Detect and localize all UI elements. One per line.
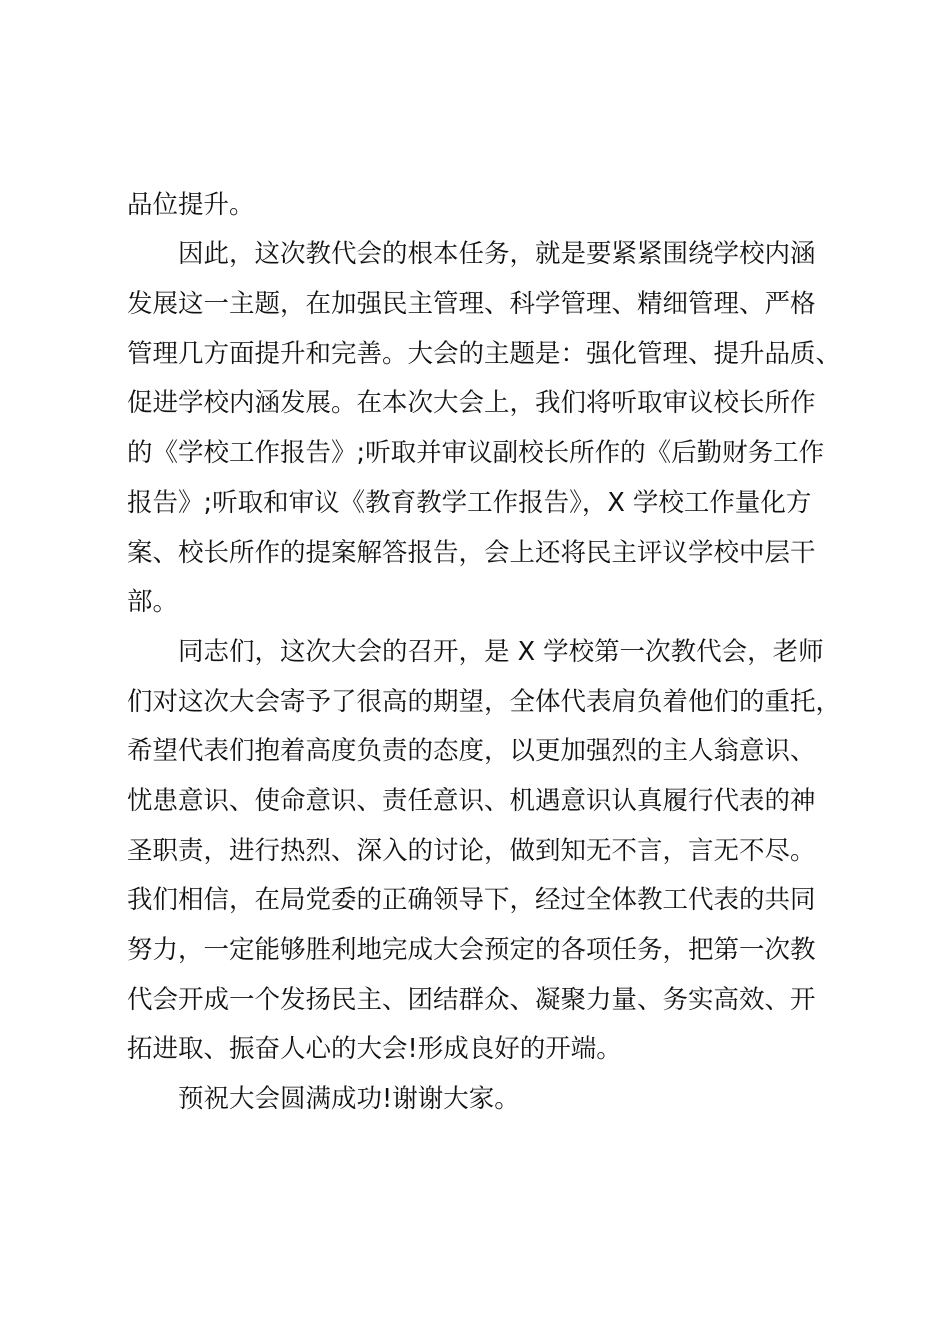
text-line-1: 品位提升。 <box>127 190 255 220</box>
text-line-7: 报告》;听取和审议《教育教学工作报告》，X 学校工作量化方 <box>127 488 812 518</box>
text-line-9: 部。 <box>127 587 179 617</box>
text-line-12: 希望代表们抱着高度负责的态度，以更加强烈的主人翁意识、 <box>127 736 816 766</box>
text-line-16: 努力，一定能够胜利地完成大会预定的各项任务，把第一次教 <box>127 935 816 965</box>
text-line-19: 预祝大会圆满成功!谢谢大家。 <box>178 1084 520 1114</box>
text-line-6: 的《学校工作报告》;听取并审议副校长所作的《后勤财务工作 <box>127 438 825 468</box>
text-line-13: 忧患意识、使命意识、责任意识、机遇意识认真履行代表的神 <box>127 786 816 816</box>
text-line-17: 代会开成一个发扬民主、团结群众、凝聚力量、务实高效、开 <box>127 985 816 1015</box>
text-line-3: 发展这一主题，在加强民主管理、科学管理、精细管理、严格 <box>127 289 816 319</box>
text-line-2: 因此，这次教代会的根本任务，就是要紧紧围绕学校内涵 <box>178 239 816 269</box>
text-line-15: 我们相信，在局党委的正确领导下，经过全体教工代表的共同 <box>127 885 816 915</box>
text-line-4: 管理几方面提升和完善。大会的主题是：强化管理、提升品质、 <box>127 339 842 369</box>
text-line-5: 促进学校内涵发展。在本次大会上，我们将听取审议校长所作 <box>127 388 816 418</box>
text-line-14: 圣职责，进行热烈、深入的讨论，做到知无不言，言无不尽。 <box>127 836 816 866</box>
text-line-8: 案、校长所作的提案解答报告，会上还将民主评议学校中层干 <box>127 538 816 568</box>
text-line-18: 拓进取、振奋人心的大会!形成良好的开端。 <box>127 1034 622 1064</box>
text-line-11: 们对这次大会寄予了很高的期望，全体代表肩负着他们的重托， <box>127 687 842 717</box>
text-line-10: 同志们，这次大会的召开，是 X 学校第一次教代会，老师 <box>178 637 824 667</box>
